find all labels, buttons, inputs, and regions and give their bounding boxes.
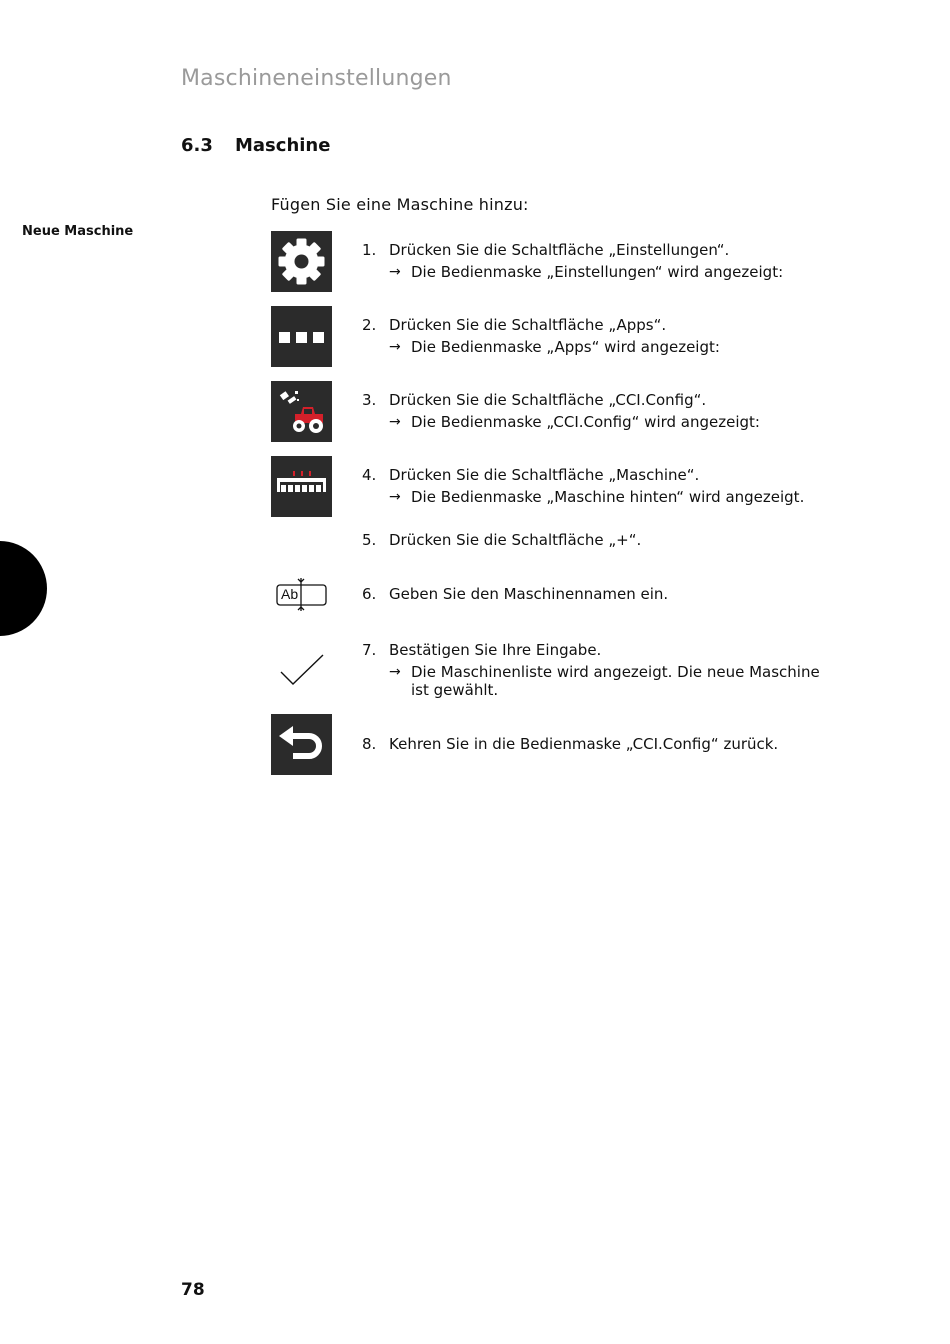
chapter-title: Maschineneinstellungen (181, 66, 452, 91)
result-arrow-icon: → (389, 339, 401, 355)
result-arrow-icon: → (389, 664, 401, 680)
step-result: Die Bedienmaske „Apps“ wird angezeigt: (411, 338, 720, 356)
step-instruction: Drücken Sie die Schaltfläche „+“. (389, 531, 642, 549)
step-instruction: Geben Sie den Maschinennamen ein. (389, 585, 669, 603)
cci-config-tractor-icon (271, 381, 332, 442)
checkmark-icon (271, 650, 332, 711)
step-2 (362, 316, 842, 356)
step-instruction: Bestätigen Sie Ihre Eingabe. (389, 641, 602, 659)
back-arrow-icon (271, 714, 332, 775)
step-number: 4. (362, 466, 377, 484)
step-instruction: Drücken Sie die Schaltfläche „Apps“. (389, 316, 667, 334)
step-1 (362, 241, 842, 281)
apps-dots-icon (271, 306, 332, 367)
section-heading (181, 135, 330, 156)
step-result: Die Maschinenliste wird angezeigt. Die neue Maschine ist gewählt. (411, 663, 820, 699)
step-instruction: Drücken Sie die Schaltfläche „Maschine“. (389, 466, 700, 484)
section-title: Maschine (235, 135, 331, 156)
step-number: 6. (362, 585, 377, 603)
text-input-icon-label: Ab (281, 586, 299, 602)
step-8 (362, 735, 842, 753)
result-arrow-icon: → (389, 489, 401, 505)
step-result: Die Bedienmaske „CCI.Config“ wird angezeigt: (411, 413, 760, 431)
step-instruction: Drücken Sie die Schaltfläche „Einstellungen“. (389, 241, 730, 259)
step-6 (362, 585, 842, 603)
step-3 (362, 391, 842, 431)
step-number: 5. (362, 531, 377, 549)
chapter-thumb-tab (0, 541, 47, 636)
page-number: 78 (181, 1280, 205, 1300)
result-arrow-icon: → (389, 264, 401, 280)
result-arrow-icon: → (389, 414, 401, 430)
step-7 (362, 641, 842, 699)
settings-gear-icon (271, 231, 332, 292)
step-result: Die Bedienmaske „Maschine hinten“ wird angezeigt. (411, 488, 805, 506)
intro-text: Fügen Sie eine Maschine hinzu: (271, 195, 529, 214)
step-number: 8. (362, 735, 377, 753)
step-5 (362, 531, 842, 549)
step-number: 1. (362, 241, 377, 259)
step-instruction: Kehren Sie in die Bedienmaske „CCI.Config“ zurück. (389, 735, 779, 753)
text-input-icon (271, 572, 332, 633)
step-number: 2. (362, 316, 377, 334)
step-number: 3. (362, 391, 377, 409)
margin-note: Neue Maschine (22, 224, 134, 239)
machine-implement-icon (271, 456, 332, 517)
step-result: Die Bedienmaske „Einstellungen“ wird angezeigt: (411, 263, 784, 281)
step-instruction: Drücken Sie die Schaltfläche „CCI.Config“. (389, 391, 707, 409)
step-number: 7. (362, 641, 377, 659)
step-4 (362, 466, 842, 506)
section-number: 6.3 (181, 135, 213, 156)
